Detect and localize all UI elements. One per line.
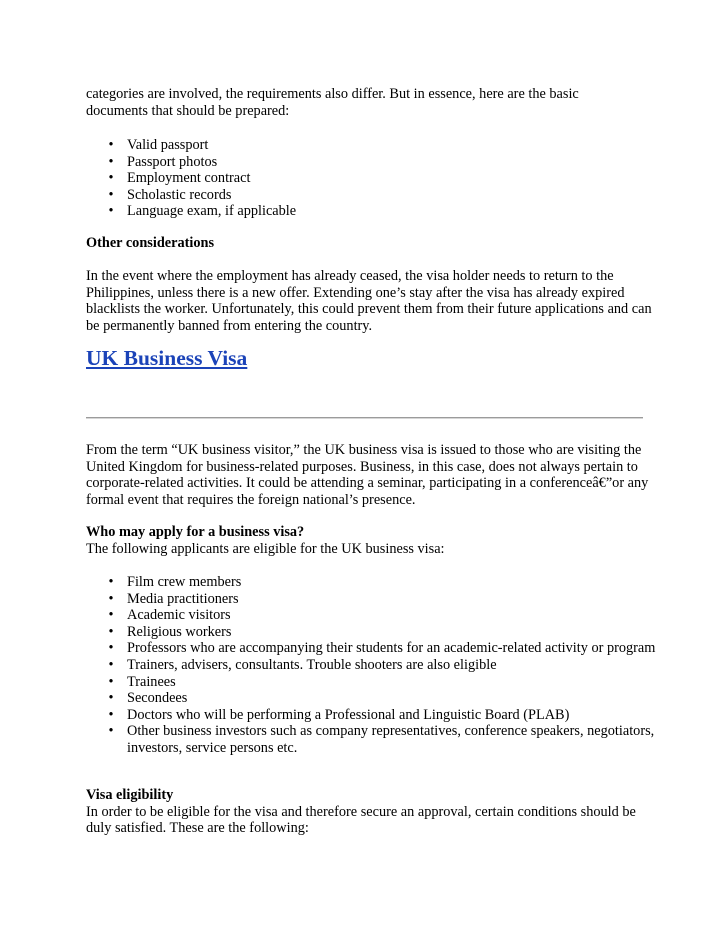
- list-item: [86, 707, 658, 724]
- visa-eligibility-block: [86, 787, 658, 837]
- list-item-text: Trainers, advisers, consultants. Trouble shooters are also eligible: [127, 656, 497, 673]
- bullet-icon: •: [108, 153, 114, 170]
- list-item-text: Doctors who will be performing a Professional and Linguistic Board (PLAB): [127, 706, 570, 723]
- list-item-text: Scholastic records: [127, 186, 232, 203]
- list-item: [86, 574, 658, 591]
- bullet-icon: •: [108, 170, 114, 187]
- who-may-apply-heading: Who may apply for a business visa?: [86, 524, 305, 540]
- list-item: [86, 657, 658, 674]
- list-item-text: Valid passport: [127, 137, 209, 153]
- other-considerations-heading: Other considerations: [86, 235, 215, 251]
- intro-line-1: categories are involved, the requirements also differ. But in essence, here are the basic: [86, 86, 579, 102]
- bullet-icon: •: [108, 690, 114, 707]
- bullet-icon: •: [108, 203, 114, 220]
- list-item: [86, 723, 658, 756]
- list-item: [86, 187, 658, 204]
- who-may-apply-intro: The following applicants are eligible for the UK business visa:: [86, 540, 445, 557]
- other-considerations-paragraph: In the event where the employment has already ceased, the visa holder needs to return to the Philippines, unless there is a new offer. Extending one’s stay after the visa has already expired blacklists the worker. Unfortunately, this could prevent them from their future applications and can be permanently banned from entering the country.: [86, 268, 652, 334]
- bullet-icon: •: [108, 574, 114, 590]
- bullet-icon: •: [108, 640, 114, 657]
- bullet-icon: •: [108, 607, 114, 624]
- list-item-text: Other business investors such as company representatives, conference speakers, negotiators, investors, service persons etc.: [127, 723, 655, 756]
- list-item-text: Academic visitors: [127, 607, 231, 624]
- bullet-icon: •: [108, 623, 114, 640]
- list-item: [86, 591, 658, 608]
- bullet-icon: •: [108, 656, 114, 673]
- list-item: [86, 154, 658, 171]
- list-item: [86, 674, 658, 691]
- business-visa-paragraph: From the term “UK business visitor,” the UK business visa is issued to those who are visiting the United Kingdom for business-related purposes. Business, in this case, does not always pertain to corporate-related activities. It could be attending a seminar, participating in a conferenceâ€”or any formal event that requires the foreign national’s presence.: [86, 442, 649, 508]
- list-item-text: Film crew members: [127, 574, 242, 590]
- visa-eligibility-paragraph: In order to be eligible for the visa and therefore secure an approval, certain conditions should be duly satisfied. These are the following:: [86, 803, 636, 837]
- visa-eligibility-heading: Visa eligibility: [86, 787, 174, 803]
- bullet-icon: •: [108, 673, 114, 690]
- bullet-icon: •: [108, 723, 114, 740]
- list-item-text: Secondees: [127, 690, 188, 707]
- list-item-text: Passport photos: [127, 153, 218, 170]
- list-item: [86, 690, 658, 707]
- bullet-icon: •: [108, 137, 114, 153]
- horizontal-divider: [86, 417, 643, 419]
- list-item: [86, 203, 658, 220]
- uk-business-visa-link[interactable]: UK Business Visa: [86, 346, 248, 370]
- bullet-icon: •: [108, 590, 114, 607]
- list-item: [86, 170, 658, 187]
- bullet-icon: •: [108, 706, 114, 723]
- list-item: [86, 624, 658, 641]
- list-item: [86, 607, 658, 624]
- list-item-text: Employment contract: [127, 170, 251, 187]
- list-item-text: Professors who are accompanying their students for an academic-related activity or program: [127, 640, 656, 657]
- intro-line-2: documents that should be prepared:: [86, 102, 290, 119]
- bullet-icon: •: [108, 186, 114, 203]
- section-title: [86, 345, 247, 371]
- list-item: [86, 137, 658, 154]
- documents-list: [86, 137, 658, 220]
- list-item-text: Media practitioners: [127, 590, 239, 607]
- list-item-text: Religious workers: [127, 623, 232, 640]
- intro-paragraph: [86, 86, 658, 119]
- list-item-text: Language exam, if applicable: [127, 203, 297, 220]
- list-item: [86, 640, 658, 657]
- who-may-apply-block: [86, 524, 658, 557]
- applicants-list: [86, 574, 658, 757]
- list-item-text: Trainees: [127, 673, 176, 690]
